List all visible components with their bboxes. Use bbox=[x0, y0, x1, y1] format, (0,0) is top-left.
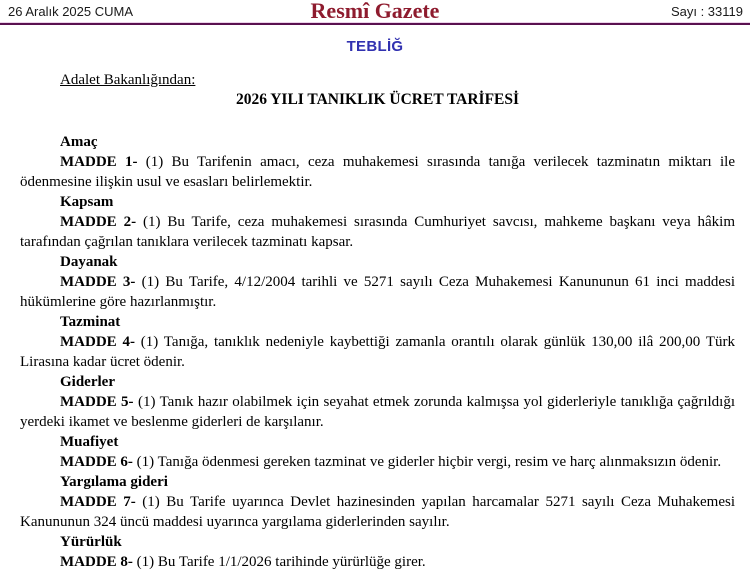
article-label: MADDE 3- bbox=[60, 274, 136, 290]
article-heading: Amaç bbox=[60, 134, 98, 150]
article-2 bbox=[20, 192, 735, 252]
article-text: (1) Bu Tarife 1/1/2026 tarihinde yürürlüğe girer. bbox=[132, 554, 426, 570]
article-label: MADDE 7- bbox=[60, 494, 136, 510]
article-heading: Tazminat bbox=[60, 314, 121, 330]
article-text: (1) Tanığa, tanıklık nedeniyle kaybettiği zamanla orantılı olarak günlük 130,00 ilâ 200,00 Türk Lirasına kadar ücret ödenir. bbox=[20, 334, 735, 370]
article-heading: Kapsam bbox=[60, 194, 114, 210]
gazette-issue-number: Sayı : 33119 bbox=[670, 4, 743, 19]
article-heading: Dayanak bbox=[60, 254, 118, 270]
article-paragraph bbox=[20, 492, 735, 532]
article-text: (1) Tanık hazır olabilmek için seyahat etmek zorunda kalmışsa yol giderleriyle tanıklığa çağrıldığı yerdeki ikamet ve beslenme giderleri de karşılanır. bbox=[20, 394, 735, 430]
article-paragraph bbox=[20, 552, 735, 572]
article-label: MADDE 4- bbox=[60, 334, 135, 350]
article-text: (1) Bu Tarife, 4/12/2004 tarihli ve 5271 sayılı Ceza Muhakemesi Kanununun 61 inci maddesi hükümlerine göre hazırlanmıştır. bbox=[20, 274, 736, 310]
article-heading: Yargılama gideri bbox=[60, 474, 168, 490]
source-line bbox=[20, 70, 735, 90]
article-label: MADDE 6- bbox=[60, 454, 133, 470]
article-paragraph bbox=[20, 392, 735, 432]
article-paragraph bbox=[20, 332, 735, 372]
article-heading: Muafiyet bbox=[60, 434, 119, 450]
article-heading: Giderler bbox=[60, 374, 115, 390]
article-paragraph bbox=[20, 212, 735, 252]
gazette-date: 26 Aralık 2025 CUMA bbox=[8, 4, 134, 19]
gazette-header bbox=[0, 0, 750, 22]
article-6 bbox=[20, 432, 735, 472]
article-paragraph bbox=[20, 452, 735, 472]
article-paragraph bbox=[20, 272, 735, 312]
document-body bbox=[0, 70, 750, 572]
article-7 bbox=[20, 472, 735, 532]
article-8 bbox=[20, 532, 735, 572]
article-5 bbox=[20, 372, 735, 432]
document-title: 2026 YILI TANIKLIK ÜCRET TARİFESİ bbox=[235, 91, 520, 108]
article-paragraph bbox=[20, 152, 735, 192]
article-text: (1) Bu Tarife, ceza muhakemesi sırasında Cumhuriyet savcısı, mahkeme başkanı veya hâkim tarafından çağrılan tanıklara verilecek tazminatı kapsar. bbox=[20, 214, 736, 250]
article-label: MADDE 2- bbox=[60, 214, 137, 230]
article-4 bbox=[20, 312, 735, 372]
article-3 bbox=[20, 252, 735, 312]
section-label-teblig: TEBLİĞ bbox=[346, 38, 404, 55]
article-heading: Yürürlük bbox=[60, 534, 122, 550]
article-text: (1) Bu Tarifenin amacı, ceza muhakemesi sırasında tanığa verilecek tazminatın miktarı ile ödenmesine ilişkin usul ve esasları belirlemektir. bbox=[20, 154, 735, 190]
article-label: MADDE 8- bbox=[60, 554, 133, 570]
article-1 bbox=[20, 132, 735, 192]
ministry-source: Adalet Bakanlığından: bbox=[60, 72, 196, 88]
article-text: (1) Tanığa ödenmesi gereken tazminat ve giderler hiçbir vergi, resim ve harç alınmaksızın ödenir. bbox=[132, 454, 722, 470]
article-label: MADDE 1- bbox=[60, 154, 138, 170]
gazette-masthead: Resmî Gazete bbox=[310, 0, 440, 23]
article-label: MADDE 5- bbox=[60, 394, 134, 410]
article-text: (1) Bu Tarife uyarınca Devlet hazinesinden yapılan harcamalar 5271 sayılı Ceza Muhakemesi Kanununun 324 üncü maddesi uyarınca yargılama giderlerinden sayılır. bbox=[20, 494, 735, 530]
